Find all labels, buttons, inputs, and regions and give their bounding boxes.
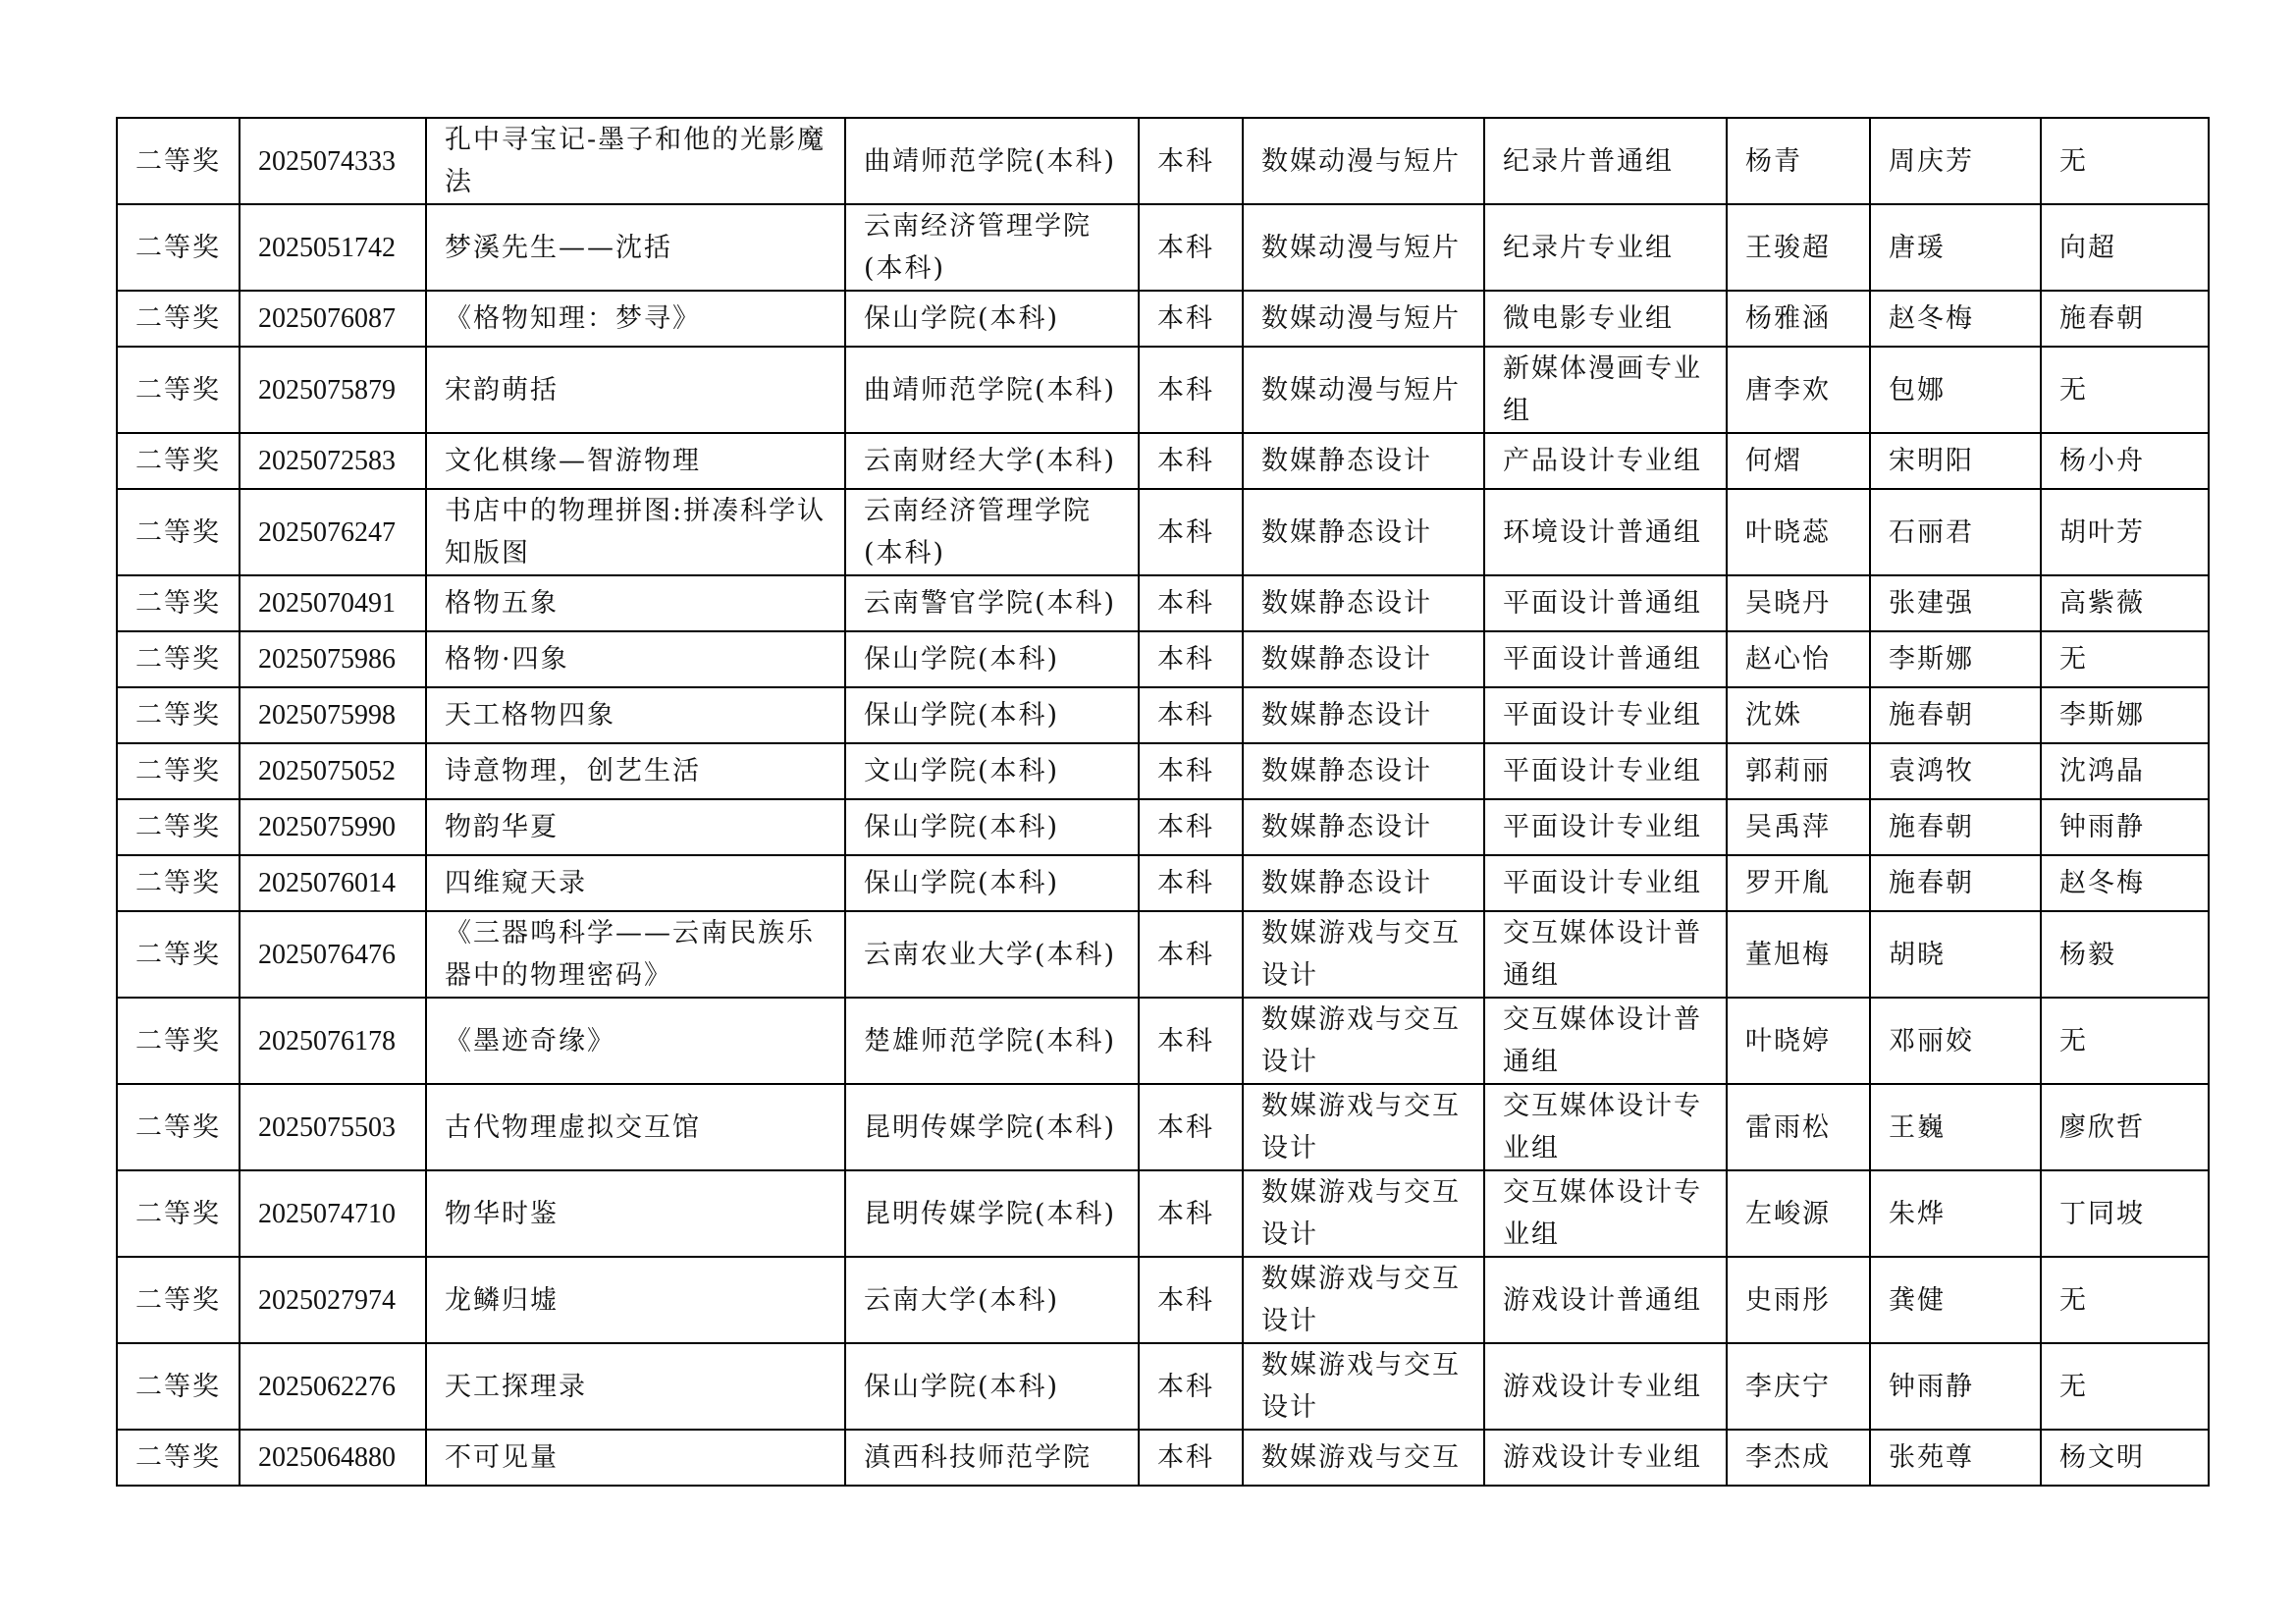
table-row (117, 1170, 2209, 1257)
group-cell: 游戏设计普通组 (1484, 1257, 1727, 1343)
id-cell: 2025072583 (240, 433, 426, 489)
teacher1-cell: 施春朝 (1870, 799, 2041, 855)
teacher2-cell: 无 (2041, 631, 2209, 687)
title-cell: 格物五象 (426, 575, 845, 631)
award-cell: 二等奖 (117, 631, 240, 687)
award-cell: 二等奖 (117, 118, 240, 204)
table-row (117, 1343, 2209, 1430)
author-cell: 叶晓蕊 (1727, 489, 1870, 575)
category-cell: 数媒动漫与短片 (1243, 118, 1484, 204)
title-cell: 古代物理虚拟交互馆 (426, 1084, 845, 1170)
group-cell: 平面设计普通组 (1484, 575, 1727, 631)
group-cell: 平面设计专业组 (1484, 799, 1727, 855)
level-cell: 本科 (1139, 1430, 1243, 1486)
title-cell: 文化棋缘—智游物理 (426, 433, 845, 489)
author-cell: 吴晓丹 (1727, 575, 1870, 631)
category-cell: 数媒静态设计 (1243, 489, 1484, 575)
level-cell: 本科 (1139, 1170, 1243, 1257)
teacher1-cell: 施春朝 (1870, 855, 2041, 911)
level-cell: 本科 (1139, 631, 1243, 687)
teacher2-cell: 丁同坡 (2041, 1170, 2209, 1257)
category-cell: 数媒静态设计 (1243, 743, 1484, 799)
title-cell: 天工探理录 (426, 1343, 845, 1430)
award-cell: 二等奖 (117, 687, 240, 743)
school-cell: 云南经济管理学院(本科) (845, 489, 1139, 575)
author-cell: 何熠 (1727, 433, 1870, 489)
group-cell: 平面设计专业组 (1484, 855, 1727, 911)
award-cell: 二等奖 (117, 291, 240, 347)
table-row (117, 204, 2209, 291)
category-cell: 数媒游戏与交互 (1243, 1430, 1484, 1486)
category-cell: 数媒动漫与短片 (1243, 204, 1484, 291)
award-cell: 二等奖 (117, 1343, 240, 1430)
level-cell: 本科 (1139, 743, 1243, 799)
teacher2-cell: 无 (2041, 1343, 2209, 1430)
teacher1-cell: 石丽君 (1870, 489, 2041, 575)
group-cell: 交互媒体设计普通组 (1484, 911, 1727, 998)
author-cell: 杨雅涵 (1727, 291, 1870, 347)
teacher1-cell: 钟雨静 (1870, 1343, 2041, 1430)
teacher2-cell: 杨文明 (2041, 1430, 2209, 1486)
id-cell: 2025076087 (240, 291, 426, 347)
table-row (117, 1084, 2209, 1170)
teacher1-cell: 龚健 (1870, 1257, 2041, 1343)
teacher2-cell: 赵冬梅 (2041, 855, 2209, 911)
category-cell: 数媒静态设计 (1243, 631, 1484, 687)
category-cell: 数媒游戏与交互设计 (1243, 998, 1484, 1084)
id-cell: 2025076247 (240, 489, 426, 575)
award-cell: 二等奖 (117, 1084, 240, 1170)
table-row (117, 998, 2209, 1084)
group-cell: 交互媒体设计普通组 (1484, 998, 1727, 1084)
group-cell: 平面设计普通组 (1484, 631, 1727, 687)
category-cell: 数媒静态设计 (1243, 687, 1484, 743)
id-cell: 2025027974 (240, 1257, 426, 1343)
level-cell: 本科 (1139, 998, 1243, 1084)
group-cell: 游戏设计专业组 (1484, 1430, 1727, 1486)
id-cell: 2025051742 (240, 204, 426, 291)
teacher1-cell: 唐瑗 (1870, 204, 2041, 291)
table-row (117, 1430, 2209, 1486)
author-cell: 赵心怡 (1727, 631, 1870, 687)
group-cell: 交互媒体设计专业组 (1484, 1084, 1727, 1170)
school-cell: 云南大学(本科) (845, 1257, 1139, 1343)
school-cell: 保山学院(本科) (845, 799, 1139, 855)
level-cell: 本科 (1139, 489, 1243, 575)
author-cell: 董旭梅 (1727, 911, 1870, 998)
level-cell: 本科 (1139, 911, 1243, 998)
title-cell: 物华时鉴 (426, 1170, 845, 1257)
teacher2-cell: 杨小舟 (2041, 433, 2209, 489)
table-row (117, 118, 2209, 204)
group-cell: 纪录片专业组 (1484, 204, 1727, 291)
table-row (117, 855, 2209, 911)
school-cell: 楚雄师范学院(本科) (845, 998, 1139, 1084)
award-cell: 二等奖 (117, 575, 240, 631)
award-cell: 二等奖 (117, 1430, 240, 1486)
author-cell: 吴禹萍 (1727, 799, 1870, 855)
award-cell: 二等奖 (117, 489, 240, 575)
id-cell: 2025074710 (240, 1170, 426, 1257)
teacher2-cell: 胡叶芳 (2041, 489, 2209, 575)
award-cell: 二等奖 (117, 433, 240, 489)
table-row (117, 911, 2209, 998)
author-cell: 唐李欢 (1727, 347, 1870, 433)
teacher2-cell: 向超 (2041, 204, 2209, 291)
title-cell: 孔中寻宝记-墨子和他的光影魔法 (426, 118, 845, 204)
teacher1-cell: 邓丽姣 (1870, 998, 2041, 1084)
award-cell: 二等奖 (117, 1257, 240, 1343)
teacher2-cell: 李斯娜 (2041, 687, 2209, 743)
school-cell: 保山学院(本科) (845, 291, 1139, 347)
school-cell: 保山学院(本科) (845, 1343, 1139, 1430)
category-cell: 数媒静态设计 (1243, 575, 1484, 631)
id-cell: 2025070491 (240, 575, 426, 631)
award-cell: 二等奖 (117, 347, 240, 433)
teacher2-cell: 杨毅 (2041, 911, 2209, 998)
category-cell: 数媒游戏与交互设计 (1243, 1343, 1484, 1430)
author-cell: 李杰成 (1727, 1430, 1870, 1486)
author-cell: 杨青 (1727, 118, 1870, 204)
author-cell: 左峻源 (1727, 1170, 1870, 1257)
teacher1-cell: 袁鸿牧 (1870, 743, 2041, 799)
teacher2-cell: 沈鸿晶 (2041, 743, 2209, 799)
teacher2-cell: 无 (2041, 347, 2209, 433)
school-cell: 昆明传媒学院(本科) (845, 1170, 1139, 1257)
category-cell: 数媒静态设计 (1243, 433, 1484, 489)
table-row (117, 489, 2209, 575)
group-cell: 交互媒体设计专业组 (1484, 1170, 1727, 1257)
author-cell: 王骏超 (1727, 204, 1870, 291)
awards-table-body (117, 118, 2209, 1486)
group-cell: 平面设计专业组 (1484, 687, 1727, 743)
level-cell: 本科 (1139, 347, 1243, 433)
id-cell: 2025075990 (240, 799, 426, 855)
teacher2-cell: 无 (2041, 998, 2209, 1084)
award-cell: 二等奖 (117, 204, 240, 291)
category-cell: 数媒动漫与短片 (1243, 347, 1484, 433)
id-cell: 2025075879 (240, 347, 426, 433)
title-cell: 格物·四象 (426, 631, 845, 687)
level-cell: 本科 (1139, 291, 1243, 347)
id-cell: 2025075986 (240, 631, 426, 687)
title-cell: 《三器鸣科学——云南民族乐器中的物理密码》 (426, 911, 845, 998)
school-cell: 保山学院(本科) (845, 855, 1139, 911)
teacher1-cell: 胡晓 (1870, 911, 2041, 998)
award-cell: 二等奖 (117, 799, 240, 855)
award-cell: 二等奖 (117, 911, 240, 998)
author-cell: 沈姝 (1727, 687, 1870, 743)
level-cell: 本科 (1139, 1343, 1243, 1430)
table-row (117, 575, 2209, 631)
teacher2-cell: 施春朝 (2041, 291, 2209, 347)
group-cell: 平面设计专业组 (1484, 743, 1727, 799)
level-cell: 本科 (1139, 687, 1243, 743)
school-cell: 保山学院(本科) (845, 687, 1139, 743)
author-cell: 史雨彤 (1727, 1257, 1870, 1343)
title-cell: 梦溪先生——沈括 (426, 204, 845, 291)
level-cell: 本科 (1139, 204, 1243, 291)
category-cell: 数媒静态设计 (1243, 855, 1484, 911)
title-cell: 书店中的物理拼图:拼凑科学认知版图 (426, 489, 845, 575)
category-cell: 数媒静态设计 (1243, 799, 1484, 855)
title-cell: 不可见量 (426, 1430, 845, 1486)
title-cell: 物韵华夏 (426, 799, 845, 855)
group-cell: 微电影专业组 (1484, 291, 1727, 347)
awards-table (116, 117, 2210, 1487)
id-cell: 2025076476 (240, 911, 426, 998)
level-cell: 本科 (1139, 855, 1243, 911)
level-cell: 本科 (1139, 433, 1243, 489)
teacher1-cell: 包娜 (1870, 347, 2041, 433)
table-row (117, 433, 2209, 489)
school-cell: 云南经济管理学院(本科) (845, 204, 1139, 291)
school-cell: 滇西科技师范学院 (845, 1430, 1139, 1486)
table-row (117, 687, 2209, 743)
title-cell: 天工格物四象 (426, 687, 845, 743)
id-cell: 2025075503 (240, 1084, 426, 1170)
teacher1-cell: 宋明阳 (1870, 433, 2041, 489)
group-cell: 产品设计专业组 (1484, 433, 1727, 489)
school-cell: 曲靖师范学院(本科) (845, 347, 1139, 433)
level-cell: 本科 (1139, 575, 1243, 631)
category-cell: 数媒游戏与交互设计 (1243, 911, 1484, 998)
author-cell: 雷雨松 (1727, 1084, 1870, 1170)
teacher1-cell: 周庆芳 (1870, 118, 2041, 204)
id-cell: 2025075052 (240, 743, 426, 799)
school-cell: 昆明传媒学院(本科) (845, 1084, 1139, 1170)
category-cell: 数媒游戏与交互设计 (1243, 1084, 1484, 1170)
teacher2-cell: 廖欣哲 (2041, 1084, 2209, 1170)
award-cell: 二等奖 (117, 1170, 240, 1257)
author-cell: 罗开胤 (1727, 855, 1870, 911)
award-cell: 二等奖 (117, 855, 240, 911)
teacher1-cell: 李斯娜 (1870, 631, 2041, 687)
id-cell: 2025074333 (240, 118, 426, 204)
table-row (117, 743, 2209, 799)
category-cell: 数媒游戏与交互设计 (1243, 1170, 1484, 1257)
category-cell: 数媒动漫与短片 (1243, 291, 1484, 347)
school-cell: 云南农业大学(本科) (845, 911, 1139, 998)
table-row (117, 799, 2209, 855)
title-cell: 宋韵萌括 (426, 347, 845, 433)
school-cell: 文山学院(本科) (845, 743, 1139, 799)
id-cell: 2025076178 (240, 998, 426, 1084)
teacher2-cell: 无 (2041, 118, 2209, 204)
level-cell: 本科 (1139, 1084, 1243, 1170)
table-row (117, 1257, 2209, 1343)
group-cell: 新媒体漫画专业组 (1484, 347, 1727, 433)
id-cell: 2025062276 (240, 1343, 426, 1430)
title-cell: 四维窥天录 (426, 855, 845, 911)
teacher1-cell: 王巍 (1870, 1084, 2041, 1170)
author-cell: 叶晓婷 (1727, 998, 1870, 1084)
school-cell: 云南财经大学(本科) (845, 433, 1139, 489)
teacher2-cell: 无 (2041, 1257, 2209, 1343)
title-cell: 《墨迹奇缘》 (426, 998, 845, 1084)
level-cell: 本科 (1139, 1257, 1243, 1343)
title-cell: 《格物知理：梦寻》 (426, 291, 845, 347)
id-cell: 2025075998 (240, 687, 426, 743)
group-cell: 纪录片普通组 (1484, 118, 1727, 204)
title-cell: 龙鳞归墟 (426, 1257, 845, 1343)
teacher1-cell: 张建强 (1870, 575, 2041, 631)
teacher1-cell: 朱烨 (1870, 1170, 2041, 1257)
teacher1-cell: 施春朝 (1870, 687, 2041, 743)
author-cell: 李庆宁 (1727, 1343, 1870, 1430)
author-cell: 郭莉丽 (1727, 743, 1870, 799)
school-cell: 曲靖师范学院(本科) (845, 118, 1139, 204)
school-cell: 云南警官学院(本科) (845, 575, 1139, 631)
id-cell: 2025064880 (240, 1430, 426, 1486)
award-cell: 二等奖 (117, 743, 240, 799)
id-cell: 2025076014 (240, 855, 426, 911)
title-cell: 诗意物理，创艺生活 (426, 743, 845, 799)
teacher2-cell: 钟雨静 (2041, 799, 2209, 855)
teacher2-cell: 高紫薇 (2041, 575, 2209, 631)
level-cell: 本科 (1139, 799, 1243, 855)
table-row (117, 631, 2209, 687)
teacher1-cell: 张苑尊 (1870, 1430, 2041, 1486)
school-cell: 保山学院(本科) (845, 631, 1139, 687)
table-row (117, 291, 2209, 347)
teacher1-cell: 赵冬梅 (1870, 291, 2041, 347)
award-cell: 二等奖 (117, 998, 240, 1084)
table-row (117, 347, 2209, 433)
group-cell: 游戏设计专业组 (1484, 1343, 1727, 1430)
group-cell: 环境设计普通组 (1484, 489, 1727, 575)
category-cell: 数媒游戏与交互设计 (1243, 1257, 1484, 1343)
level-cell: 本科 (1139, 118, 1243, 204)
